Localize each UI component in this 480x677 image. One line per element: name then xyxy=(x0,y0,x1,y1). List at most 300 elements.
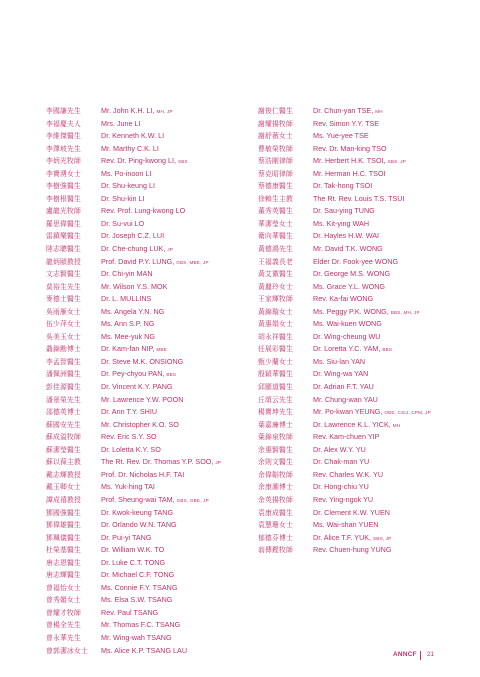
honours-postnominal: GBS, MBE, JP xyxy=(176,259,209,265)
english-name xyxy=(313,143,387,156)
name-entry xyxy=(46,419,221,432)
english-name-text: Dr. Hong-chiu YU xyxy=(313,482,369,492)
chinese-name: 莫裕生先生 xyxy=(46,282,81,291)
chinese-name: 邵德英博士 xyxy=(46,408,81,417)
name-entry xyxy=(46,494,221,507)
name-entry xyxy=(46,155,221,168)
name-entry xyxy=(46,632,221,645)
english-name xyxy=(101,118,141,131)
english-name-text: Mr. David T.K. WONG xyxy=(313,244,383,254)
english-name-text: Mr. Po-kwan YEUNG, xyxy=(313,407,385,417)
english-name-text: Ms. Alice K.P. TSANG LAU xyxy=(101,645,188,655)
chinese-name: 戴玉卿女士 xyxy=(46,483,81,492)
name-entry xyxy=(46,569,221,582)
chinese-name: 蘇以葆主教 xyxy=(46,458,81,467)
honours-postnominal: MBE xyxy=(156,347,167,353)
name-entry xyxy=(258,368,431,381)
chinese-name: 李福慶夫人 xyxy=(46,119,81,128)
english-name-text: Rev. Kam-chuen YIP xyxy=(313,432,380,442)
english-name-text: Mr. Marthy C.K. LI xyxy=(101,143,159,153)
english-name-text: Rev. Ka-fai WONG xyxy=(313,294,374,304)
english-name-text: Dr. Clement K.W. YUEN xyxy=(313,507,390,517)
honours-postnominal: GBS, OBE, JP xyxy=(176,497,209,503)
name-entry xyxy=(46,243,221,256)
name-entry xyxy=(46,105,221,118)
english-name xyxy=(101,544,164,557)
english-name xyxy=(101,193,145,206)
english-name-text: Mr. Herman H.C. TSOI xyxy=(313,168,386,178)
english-name xyxy=(313,180,372,193)
name-entry xyxy=(258,343,431,356)
english-name-text: Dr. Ann T.Y. SHIU xyxy=(101,407,158,417)
honours-postnominal: MH xyxy=(375,109,383,114)
english-name xyxy=(313,168,386,181)
name-entry xyxy=(46,368,221,381)
name-entry xyxy=(46,318,221,331)
english-name xyxy=(101,557,165,570)
english-name xyxy=(313,331,381,344)
english-name-text: Mrs. June LI xyxy=(101,118,141,128)
chinese-name: 黃艾徽醫生 xyxy=(258,270,293,279)
chinese-name: 戴志輝教授 xyxy=(46,470,81,479)
english-name xyxy=(313,544,391,557)
chinese-name: 李澤坡先生 xyxy=(46,144,81,153)
name-entry xyxy=(258,130,431,143)
chinese-name: 杜榮基醫生 xyxy=(46,546,81,555)
chinese-name: 曾郭潔冰女士 xyxy=(46,646,88,655)
english-name-text: Dr. Joseph C.Z. LUI xyxy=(101,231,165,241)
english-name-text: Dr. George M.S. WONG xyxy=(313,269,391,279)
name-entry xyxy=(258,105,431,118)
english-name xyxy=(313,494,373,507)
chinese-name: 黃麗玲女士 xyxy=(258,282,293,291)
english-name-text: Dr. Tak-hong TSOI xyxy=(313,181,373,191)
english-name-text: Ms. Siu-lan YAN xyxy=(313,356,366,366)
english-name xyxy=(313,532,392,545)
name-entry xyxy=(46,230,221,243)
english-name-text: Rev. Chuen-hung YUNG xyxy=(313,545,392,555)
english-name xyxy=(101,105,173,118)
english-name xyxy=(101,569,174,582)
english-name xyxy=(101,281,167,294)
name-entry xyxy=(46,268,221,281)
english-name xyxy=(101,594,172,607)
english-name xyxy=(313,481,369,494)
chinese-name: 黃惠娟女士 xyxy=(258,320,293,329)
name-entry xyxy=(258,507,431,520)
name-entry xyxy=(46,557,221,570)
name-entry xyxy=(46,118,221,131)
chinese-name: 余康潮博士 xyxy=(258,483,293,492)
english-name-text: Mr. Wilson Y.S. MOK xyxy=(101,281,168,291)
english-name xyxy=(313,105,383,118)
chinese-name: 鄧珮儀醫生 xyxy=(46,533,81,542)
english-name-text: Dr. Kam-fan NIP, xyxy=(101,344,157,354)
chinese-name: 蔡克昭律師 xyxy=(258,169,293,178)
honours-postnominal: JP xyxy=(215,460,222,466)
honours-postnominal: BBS xyxy=(382,347,393,353)
english-name-text: Dr. Chun-yan TSE, xyxy=(313,106,376,115)
english-name xyxy=(313,507,390,520)
name-entry xyxy=(46,544,221,557)
name-entry xyxy=(258,193,431,206)
english-name-text: Prof. Sheung-wai TAM, xyxy=(101,494,177,504)
name-entry xyxy=(258,118,431,131)
english-name xyxy=(313,281,385,294)
chinese-name: 吳美玉女士 xyxy=(46,332,81,341)
chinese-name: 胡永祥醫生 xyxy=(258,332,293,341)
english-name xyxy=(101,368,176,381)
english-name xyxy=(101,168,151,181)
name-entry xyxy=(46,594,221,607)
english-name-text: Ms. Wai-kuen WONG xyxy=(313,319,382,329)
honours-postnominal: BBS, MH, JP xyxy=(390,309,420,315)
english-name-text: Rev. Dr. Man-king TSO xyxy=(313,143,387,153)
chinese-name: 郁德芬博士 xyxy=(258,533,293,542)
english-name-text: Ms. Yue-yee TSE xyxy=(313,131,369,141)
honours-postnominal: JP xyxy=(167,247,174,253)
english-name-text: Ms. Peggy P.K. WONG, xyxy=(313,306,391,316)
english-name-text: Dr. Lawrence K.L. YICK, xyxy=(313,419,393,429)
name-entry xyxy=(46,519,221,532)
honours-postnominal: SBS, JP xyxy=(373,535,392,541)
chinese-name: 曾福怡女士 xyxy=(46,583,81,592)
chinese-name: 曾永華先生 xyxy=(46,633,81,642)
english-name xyxy=(101,343,167,356)
english-name xyxy=(101,381,173,394)
name-entry xyxy=(46,205,221,218)
chinese-name: 葉錦泉牧師 xyxy=(258,433,293,442)
name-entry xyxy=(258,256,431,269)
chinese-name: 丘頌云先生 xyxy=(258,395,293,404)
name-entry xyxy=(46,168,221,181)
english-name xyxy=(313,406,431,419)
name-entry xyxy=(46,193,221,206)
english-name-text: Dr. Alex W.Y. YU xyxy=(313,444,366,454)
english-name xyxy=(313,431,379,444)
name-entry xyxy=(258,394,431,407)
name-entry xyxy=(46,381,221,394)
english-name-text: Dr. Chak-man YU xyxy=(313,457,370,467)
english-name-text: Dr. Steve M.K. ONSIONG xyxy=(101,356,184,366)
english-name-text: Dr. Kwok-keung TANG xyxy=(101,507,174,517)
english-name-text: Ms. Grace Y.L. WONG xyxy=(313,281,386,291)
honours-postnominal: OBE, CStJ, CPM, JP xyxy=(384,410,431,416)
chinese-name: 蔡德康醫生 xyxy=(258,182,293,191)
english-name xyxy=(101,406,157,419)
chinese-name: 任展彩醫生 xyxy=(258,345,293,354)
name-entry xyxy=(258,544,431,557)
english-name xyxy=(313,419,400,432)
name-entry xyxy=(46,293,221,306)
chinese-name: 唐志輝醫生 xyxy=(46,571,81,580)
english-name xyxy=(313,356,365,369)
english-name-text: Dr. Chi-yin MAN xyxy=(101,269,153,279)
chinese-name: 黃德鴻先生 xyxy=(258,245,293,254)
english-name xyxy=(101,293,151,306)
english-name-text: Dr. Wing-cheung WU xyxy=(313,331,381,341)
english-name-text: Mr. John K.H. LI, xyxy=(101,106,157,115)
english-name xyxy=(101,230,164,243)
name-entry xyxy=(46,444,221,457)
left-name-column xyxy=(46,105,221,657)
english-name xyxy=(101,469,184,482)
name-entry xyxy=(258,155,431,168)
name-entry xyxy=(258,180,431,193)
english-name xyxy=(313,243,383,256)
english-name-text: Dr. Su-vui LO xyxy=(101,218,145,228)
name-entry xyxy=(46,130,221,143)
english-name xyxy=(101,456,221,469)
chinese-name: 謝俊仁醫生 xyxy=(258,107,293,115)
english-name-text: Elder Dr. Fook-yee WONG xyxy=(313,256,399,266)
chinese-name: 蘇成溢牧師 xyxy=(46,433,81,442)
chinese-name: 蘇國安先生 xyxy=(46,420,81,429)
name-entry xyxy=(258,444,431,457)
english-name-text: Ms. Po-inoon LI xyxy=(101,168,152,178)
english-name-text: Rev. Dr. Ping-kwong LI, xyxy=(101,156,178,166)
name-entry xyxy=(46,218,221,231)
english-name-text: Rev. Simon Y.Y. TSE xyxy=(313,118,380,128)
english-name xyxy=(101,356,183,369)
name-entry xyxy=(258,419,431,432)
name-entry xyxy=(258,143,431,156)
english-name xyxy=(313,130,369,143)
name-entry xyxy=(46,306,221,319)
english-name-text: Rev. Paul TSANG xyxy=(101,607,159,617)
name-entry xyxy=(258,356,431,369)
english-name-text: Mr. Thomas F.C. TSANG xyxy=(101,620,181,630)
chinese-name: 李炳光牧師 xyxy=(46,157,81,166)
name-entry xyxy=(258,406,431,419)
chinese-name: 聶錦勳博士 xyxy=(46,345,81,354)
english-name-text: Mr. Christopher K.O. SO xyxy=(101,419,179,429)
chinese-name: 殷穎華醫生 xyxy=(258,370,293,379)
english-name xyxy=(313,155,406,168)
name-entry xyxy=(258,268,431,281)
english-name xyxy=(313,293,373,306)
name-entry xyxy=(46,532,221,545)
english-name xyxy=(101,632,172,645)
chinese-name: 袁慧珊女士 xyxy=(258,521,293,530)
chinese-name: 麥德士醫生 xyxy=(46,295,81,304)
english-name-text: Dr. Loretta Y.C. YAM, xyxy=(313,344,383,354)
english-name-text: Dr. Vincent K.Y. PANG xyxy=(101,382,173,392)
chinese-name: 伍少萍女士 xyxy=(46,320,81,329)
name-entry xyxy=(258,293,431,306)
english-name xyxy=(101,481,155,494)
english-name-text: Dr. Che-chung LUK, xyxy=(101,244,168,254)
name-entry xyxy=(258,281,431,294)
name-entry xyxy=(46,281,221,294)
english-name-text: Mr. Wing-wah TSANG xyxy=(101,632,172,642)
page-number: 21 xyxy=(427,651,435,658)
chinese-name: 蘇潔瑩醫生 xyxy=(46,445,81,454)
english-name-text: Rev. Eric S.Y. SO xyxy=(101,432,157,442)
english-name xyxy=(313,519,379,532)
english-name-text: Dr. L. MULLINS xyxy=(101,294,152,304)
name-entry xyxy=(46,481,221,494)
english-name xyxy=(101,155,188,168)
english-name-text: Rev. Ying-ngok YU xyxy=(313,494,374,504)
english-name xyxy=(313,193,404,206)
english-name-text: The Rt. Rev. Dr. Thomas Y.P. SOO, xyxy=(101,457,216,467)
english-name xyxy=(313,343,392,356)
chinese-name: 李國謙先生 xyxy=(46,107,81,115)
name-entry xyxy=(258,243,431,256)
name-entry xyxy=(46,143,221,156)
english-name xyxy=(313,456,369,469)
name-entry xyxy=(46,619,221,632)
chinese-name: 余則文醫生 xyxy=(258,458,293,467)
name-entry xyxy=(46,331,221,344)
english-name xyxy=(313,306,420,319)
honours-postnominal: SBS, JP xyxy=(387,159,407,165)
english-name-text: Rev. Prof. Lung-kwong LO xyxy=(101,206,186,216)
english-name-text: Mr. Herbert H.K. TSOI, xyxy=(313,156,388,166)
name-entry xyxy=(258,481,431,494)
english-name xyxy=(101,444,161,457)
english-name-text: Ms. Kit-ying WAH xyxy=(313,218,370,228)
english-name-text: Ms. Connie F.Y. TSANG xyxy=(101,582,178,592)
name-entry xyxy=(258,306,431,319)
chinese-name: 李樹根醫生 xyxy=(46,194,81,203)
english-name-text: Dr. Luke C.T. TONG xyxy=(101,557,166,567)
chinese-name: 羅思偉醫生 xyxy=(46,219,81,228)
english-name xyxy=(101,130,164,143)
chinese-name: 謝舒薇女士 xyxy=(258,132,293,141)
chinese-name: 文志賢醫生 xyxy=(46,270,81,279)
english-name-text: Mr. Lawrence Y.W. POON xyxy=(101,394,184,404)
chinese-name: 譚成禧教授 xyxy=(46,495,81,504)
english-name xyxy=(101,394,183,407)
english-name xyxy=(313,318,382,331)
chinese-name: 李寶湧女士 xyxy=(46,169,81,178)
name-entry xyxy=(258,456,431,469)
chinese-name: 王家輝牧師 xyxy=(258,295,293,304)
english-name-text: Dr. William W.K. TO xyxy=(101,545,165,555)
honours-postnominal: BBS xyxy=(166,372,177,378)
chinese-name: 衛向華醫生 xyxy=(258,232,293,241)
chinese-name: 甄少蘭女士 xyxy=(258,357,293,366)
honours-postnominal: MH, JP xyxy=(156,109,173,114)
english-name-text: Dr. Adrian F.T. YAU xyxy=(313,382,374,392)
name-entry xyxy=(46,456,221,469)
name-entry xyxy=(46,406,221,419)
chinese-name: 華潔瑩女士 xyxy=(258,219,293,228)
chinese-name: 楊寶坤先生 xyxy=(258,408,293,417)
chinese-name: 徐賴生主教 xyxy=(258,194,293,203)
name-entry xyxy=(46,507,221,520)
english-name xyxy=(313,256,398,269)
right-name-column xyxy=(258,105,431,557)
name-entry xyxy=(258,168,431,181)
chinese-name: 余惠賢醫生 xyxy=(258,445,293,454)
chinese-name: 李孟智醫生 xyxy=(46,357,81,366)
chinese-name: 李樹強醫生 xyxy=(46,182,81,191)
english-name xyxy=(313,118,379,131)
english-name-text: Ms. Ann S.P. NG xyxy=(101,319,155,329)
chinese-name: 謝耀揚牧師 xyxy=(258,119,293,128)
english-name-text: Prof. Dr. Nicholas H.F. TAI xyxy=(101,469,185,479)
english-name xyxy=(101,143,159,156)
name-entry xyxy=(258,218,431,231)
english-name-text: Dr. Orlando W.N. TANG xyxy=(101,520,177,530)
name-entry xyxy=(46,582,221,595)
english-name-text: Dr. Hayles H.W. WAI xyxy=(313,231,380,241)
english-name-text: Dr. Michael C.F. TONG xyxy=(101,570,175,580)
english-name xyxy=(101,507,173,520)
name-entry xyxy=(258,331,431,344)
english-name-text: Dr. Shu-kin LI xyxy=(101,193,145,203)
name-entry xyxy=(258,318,431,331)
english-name-text: Dr. Pey-chyou PAN, xyxy=(101,369,167,379)
chinese-name: 雷鎮樂醫生 xyxy=(46,232,81,241)
chinese-name: 盧龍光牧師 xyxy=(46,207,81,216)
chinese-name: 龍炳頤教授 xyxy=(46,257,81,266)
english-name-text: Dr. Alice T.F. YUK, xyxy=(313,532,374,542)
name-entry xyxy=(46,607,221,620)
chinese-name: 王福義長老 xyxy=(258,257,293,266)
english-name-text: The Rt. Rev. Louis T.S. TSUI xyxy=(313,193,405,203)
chinese-name: 吳雨雁女士 xyxy=(46,307,81,316)
chinese-name: 鄧偉雄醫生 xyxy=(46,521,81,530)
english-name xyxy=(101,331,155,344)
english-name xyxy=(101,318,154,331)
name-entry xyxy=(46,356,221,369)
chinese-name: 袁康成醫生 xyxy=(258,508,293,517)
english-name xyxy=(313,469,383,482)
chinese-name: 余偉韜牧師 xyxy=(258,470,293,479)
chinese-name: 鄧國強醫生 xyxy=(46,508,81,517)
english-name xyxy=(101,431,157,444)
chinese-name: 黃錦璇女士 xyxy=(258,307,293,316)
chinese-name: 潘佩洲醫生 xyxy=(46,370,81,379)
english-name xyxy=(101,243,173,256)
name-entry xyxy=(46,469,221,482)
english-name xyxy=(101,180,155,193)
chinese-name: 葉嘉廉博士 xyxy=(258,420,293,429)
english-name-text: Prof. David P.Y. LUNG, xyxy=(101,256,177,266)
chinese-name: 曹敏榮牧師 xyxy=(258,144,293,153)
chinese-name: 陸志聰醫生 xyxy=(46,245,81,254)
name-entry xyxy=(258,519,431,532)
english-name-text: Dr. Sau-ying TUNG xyxy=(313,206,375,216)
english-name-text: Ms. Angela Y.N. NG xyxy=(101,306,165,316)
name-entry xyxy=(258,205,431,218)
chinese-name: 曾楊全先生 xyxy=(46,621,81,630)
english-name xyxy=(101,306,164,319)
english-name xyxy=(313,381,374,394)
english-name xyxy=(101,607,158,620)
name-entry xyxy=(46,645,221,658)
english-name xyxy=(101,582,177,595)
english-name-text: Ms. Wai-shan YUEN xyxy=(313,520,379,530)
english-name xyxy=(313,268,390,281)
organization-logo: ANNCF xyxy=(393,651,417,658)
english-name-text: Mr. Chung-wan YAU xyxy=(313,394,378,404)
english-name xyxy=(101,645,187,658)
name-entry xyxy=(258,494,431,507)
english-name xyxy=(313,368,368,381)
honours-postnominal: SBS xyxy=(177,159,188,165)
english-name xyxy=(313,218,369,231)
english-name xyxy=(101,268,153,281)
english-name xyxy=(313,444,366,457)
english-name-text: Dr. Kenneth K.W. LI xyxy=(101,131,165,141)
english-name xyxy=(101,419,179,432)
english-name xyxy=(101,205,185,218)
